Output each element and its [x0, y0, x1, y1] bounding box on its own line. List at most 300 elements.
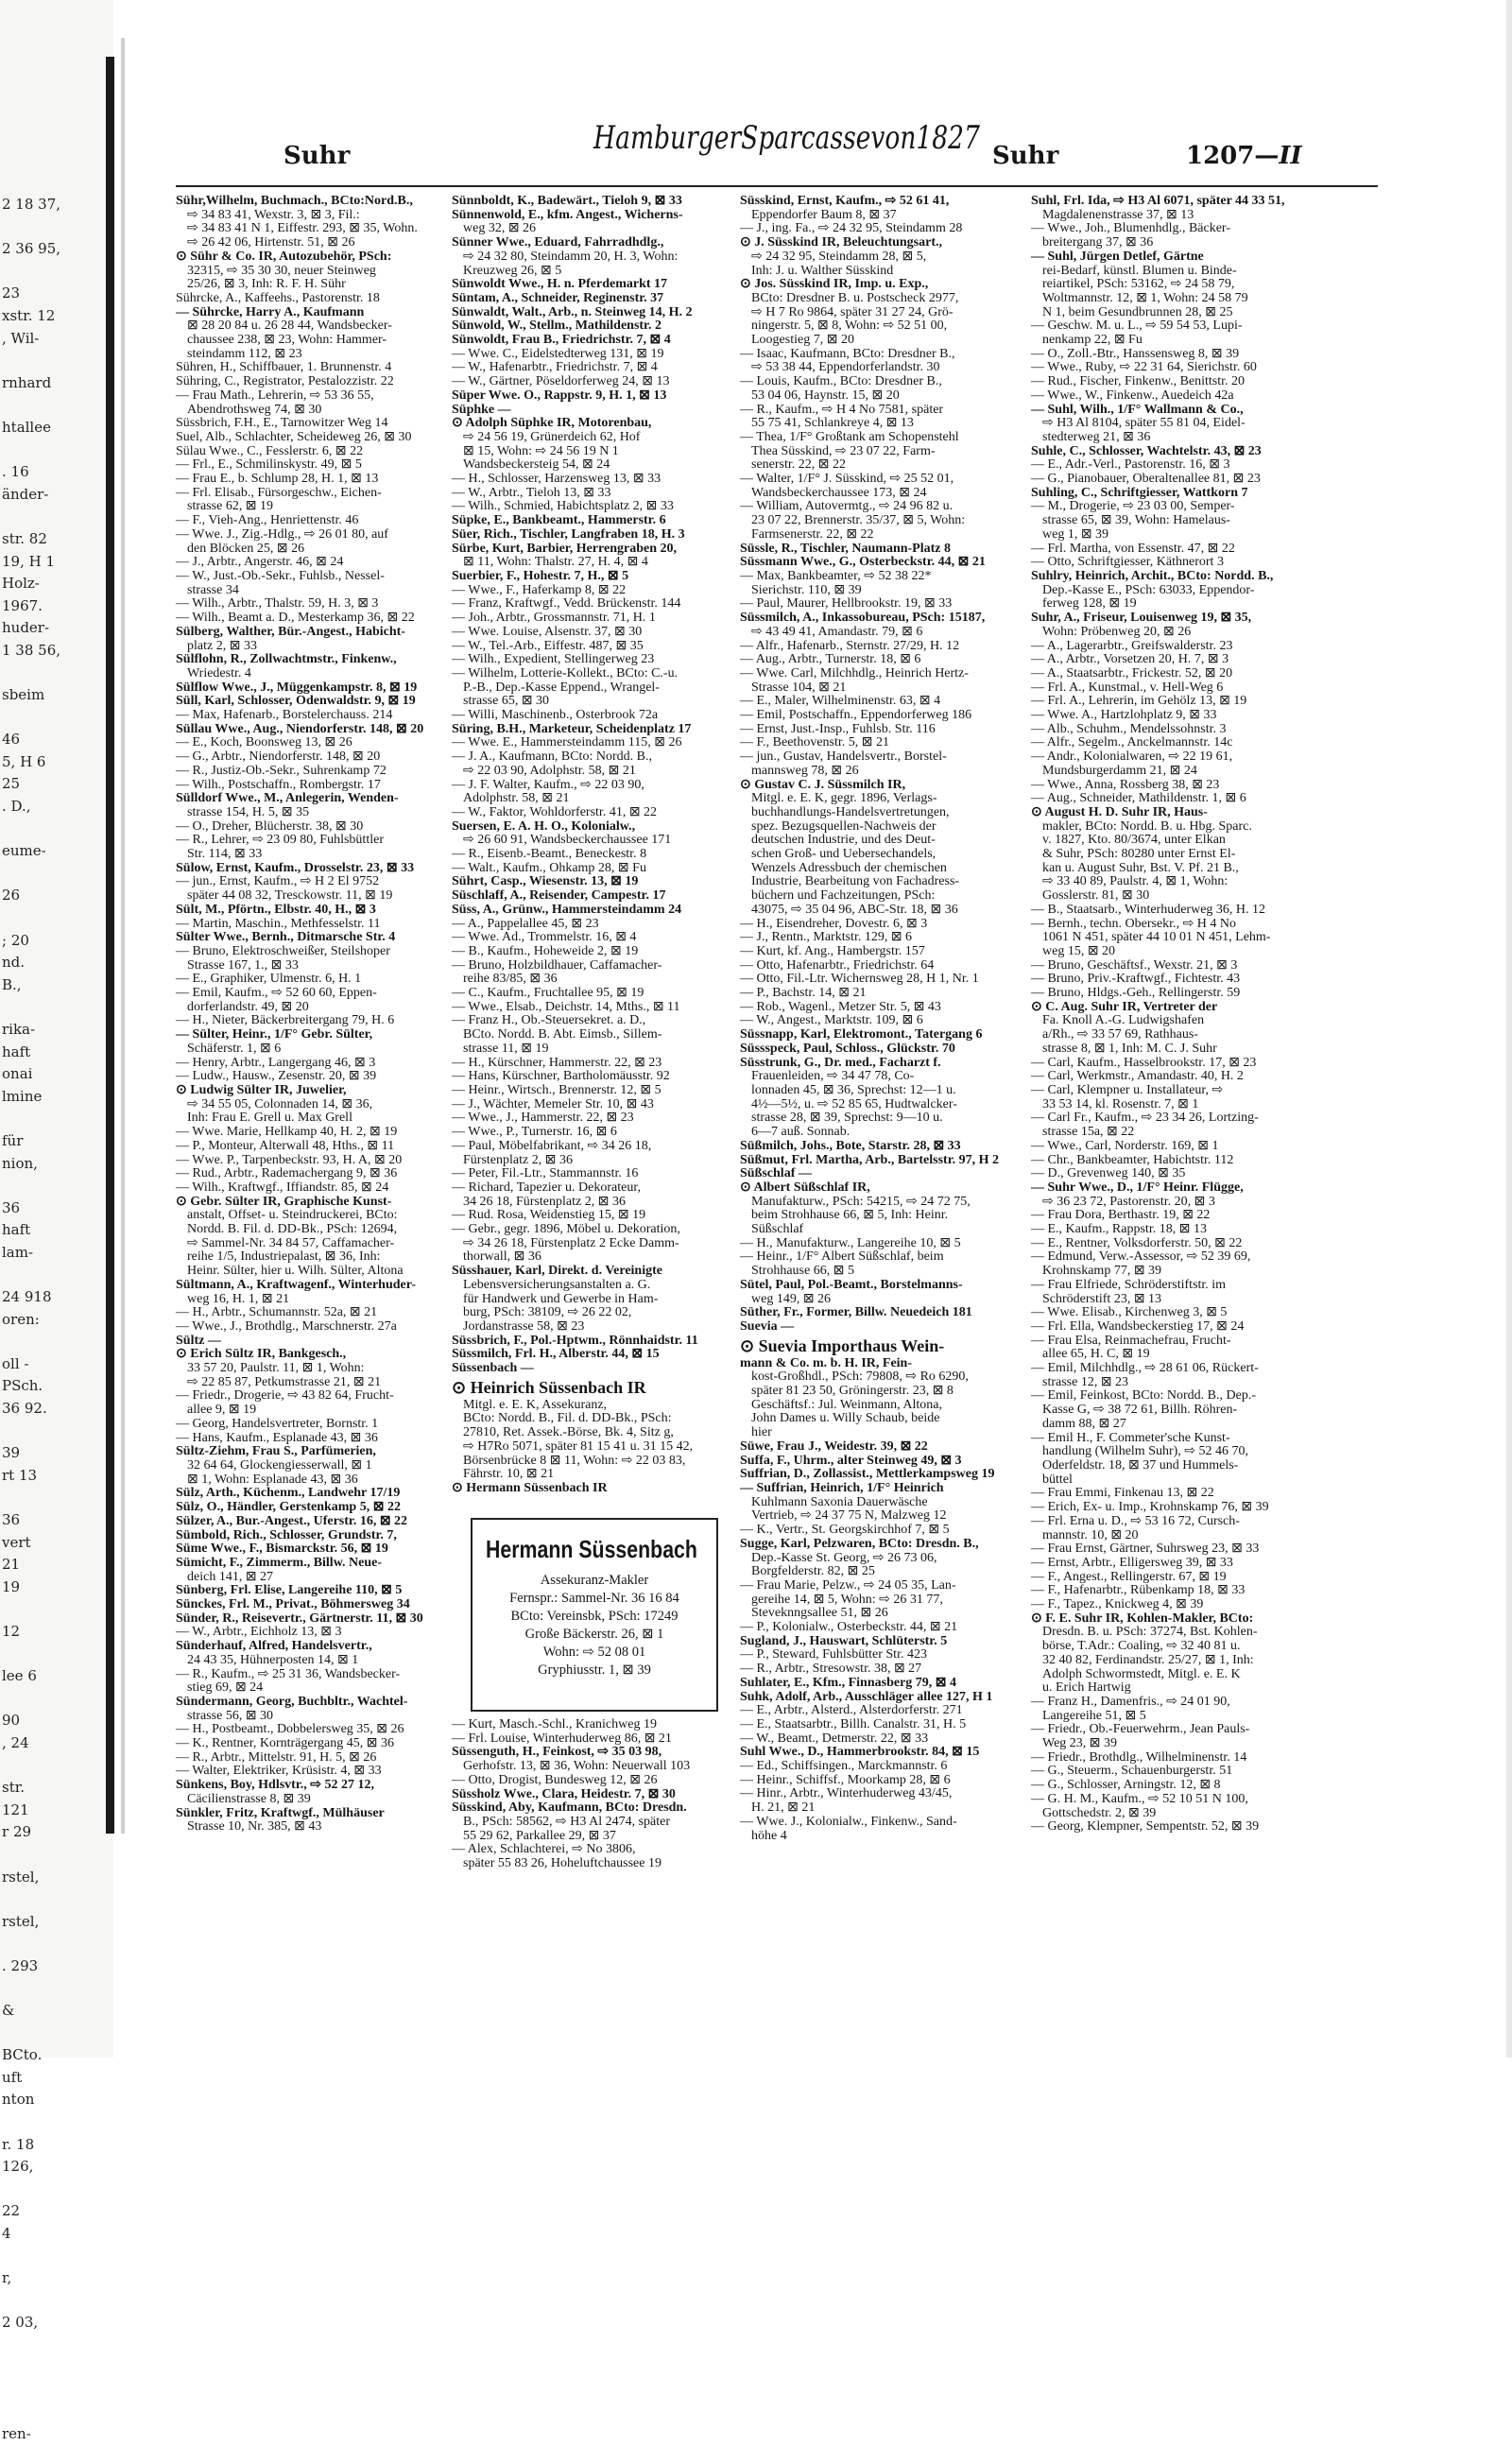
directory-entry: — J. A., Kaufmann, BCto: Nordd. B.,: [452, 749, 652, 765]
directory-entry: Süwe, Frau J., Weidestr. 39, ⊠ 22: [740, 1438, 928, 1454]
directory-entry: ⊙ Gebr. Sülter IR, Graphische Kunst-: [176, 1194, 392, 1209]
directory-entry: Süssbrich, F., Pol.-Hptwm., Rönnhaidstr. 11: [452, 1333, 698, 1348]
directory-entry: — R., Kaufm., ⇨ 25 31 36, Wandsbecker-: [176, 1666, 401, 1681]
adjacent-page-text: 2 18 37, 2 36 95, 23 xstr. 12 , Wil- rnhard htallee . 16 änder- str. 82 19, H 1 Holz- 1967. huder- 1 38 56, sbeim 46 5, H 6 25 . D., eume- 26 ; 20 nd. B., rika- haft onai lmine für nion, 36 haft lam- 24 918 oren: oll - PSch. 36 92. 39 rt 13 36 vert 21 19 12 lee 6 90 , 24 str. 121 r 29 rstel, rstel, . 293 & BCto. uft nton r. 18 126, 22 4 r, 2 03, ren-: [2, 196, 61, 2443]
directory-entry: — E., Graphiker, Ulmenstr. 6, H. 1: [176, 972, 362, 987]
directory-entry: Sünkens, Boy, Hdlsvtr., ⇨ 52 27 12,: [176, 1778, 374, 1793]
directory-entry: Schäferstr. 1, ⊠ 6: [187, 1041, 282, 1056]
directory-entry: — Frl. Martha, von Essenstr. 47, ⊠ 22: [1031, 541, 1235, 556]
directory-entry: — Frl. A., Lehrerin, im Gehölz 13, ⊠ 19: [1031, 694, 1247, 709]
directory-entry: — P., Bachstr. 14, ⊠ 21: [740, 986, 867, 1001]
directory-entry: — Walter, 1/F° J. Süsskind, ⇨ 25 52 01,: [740, 472, 954, 487]
directory-entry: Sühr,Wilhelm, Buchmach., BCto:Nord.B.,: [176, 194, 413, 208]
directory-entry: Sültz —: [176, 1333, 221, 1348]
directory-entry: später 44 08 32, Tresckowstr. 11, ⊠ 19: [187, 888, 393, 904]
directory-entry: Kasse G, ⇨ 38 72 61, Billh. Röhren-: [1042, 1403, 1238, 1418]
directory-entry: BCto: Dresdner B. u. Postscheck 2977,: [751, 290, 959, 305]
directory-entry: — E., Maler, Wilhelminenstr. 63, ⊠ 4: [740, 694, 941, 709]
directory-entry: — Frl. Elisab., Fürsorgeschw., Eichen-: [176, 485, 382, 500]
column-3: [740, 194, 1000, 1843]
directory-entry: — J. F. Walter, Kaufm., ⇨ 22 03 90,: [452, 777, 644, 792]
directory-entry: strasse 34: [187, 582, 239, 597]
directory-entry: deich 141, ⊠ 27: [187, 1569, 274, 1584]
directory-entry: höhe 4: [751, 1828, 787, 1843]
directory-entry: — Otto, Schriftgiesser, Käthnerort 3: [1031, 555, 1224, 570]
directory-entry: — R., Arbtr., Mittelstr. 91, H. 5, ⊠ 26: [176, 1749, 377, 1765]
directory-entry: reiartikel, PSch: 53162, ⇨ 24 58 79,: [1042, 277, 1235, 292]
directory-entry: Weg 23, ⊠ 39: [1042, 1736, 1118, 1751]
directory-entry: — Heinr., Wirtsch., Brennerstr. 12, ⊠ 5: [452, 1083, 662, 1097]
directory-entry: beim Strohhause 66, ⊠ 5, Inh: Heinr.: [751, 1208, 949, 1223]
directory-entry: Wenzels Adressbuch der chemischen: [751, 860, 947, 875]
directory-entry: Sülflohn, R., Zollwachtmstr., Finkenw.,: [176, 652, 397, 667]
directory-entry: — Alb., Schuhm., Mendelssohnstr. 3: [1031, 721, 1227, 736]
directory-entry: — B., Staatsarb., Winterhuderweg 36, H. 12: [1031, 902, 1266, 917]
directory-entry: — Wwe., Ruby, ⇨ 22 31 64, Sierichstr. 60: [1031, 360, 1257, 375]
directory-entry: Suhling, C., Schriftgiesser, Wattkorn 7: [1031, 485, 1248, 500]
directory-entry: — Wwe. E., Hammersteindamm 115, ⊠ 26: [452, 735, 682, 750]
directory-entry: Süsstrunk, G., Dr. med., Facharzt f.: [740, 1055, 941, 1070]
directory-entry: — J., Rentn., Marktstr. 129, ⊠ 6: [740, 930, 913, 945]
directory-entry: — Richard, Tapezier u. Dekorateur,: [452, 1180, 641, 1195]
directory-entry: 34 26 18, Fürstenplatz 2, ⊠ 36: [463, 1194, 626, 1209]
directory-entry: Süntam, A., Schneider, Reginenstr. 37: [452, 290, 664, 305]
directory-entry: ⇨ Sammel-Nr. 34 84 57, Caffamacher-: [187, 1235, 395, 1250]
directory-entry: Gerhofstr. 13, ⊠ 36, Wohn: Neuerwall 103: [463, 1759, 691, 1774]
directory-entry: — Rud., Arbtr., Rademachergang 9, ⊠ 36: [176, 1166, 398, 1181]
directory-entry: — K., Rentner, Kornträgergang 45, ⊠ 36: [176, 1736, 394, 1751]
directory-entry: — Max, Bankbeamter, ⇨ 52 38 22*: [740, 568, 932, 583]
directory-entry: Suffa, F., Uhrm., alter Steinweg 49, ⊠ 3: [740, 1453, 962, 1468]
directory-entry: Sünnboldt, K., Badewärt., Tieloh 9, ⊠ 33: [452, 194, 682, 208]
directory-entry: ⊙ Adolph Süphke IR, Motorenbau,: [452, 416, 652, 431]
directory-entry: Sührt, Casp., Wiesenstr. 13, ⊠ 19: [452, 874, 639, 889]
directory-entry: anstalt, Offset- u. Steindruckerei, BCto:: [187, 1208, 398, 1223]
directory-entry: 1061 N 451, später 44 10 01 N 451, Lehm-: [1042, 930, 1271, 945]
directory-entry: Börsenbrücke 8 ⊠ 11, Wohn: ⇨ 22 03 83,: [463, 1453, 686, 1468]
directory-entry: — Carl, Klempner u. Installateur, ⇨: [1031, 1083, 1224, 1097]
directory-entry: — Aug., Schneider, Mathildenstr. 1, ⊠ 6: [1031, 791, 1246, 806]
directory-entry: den Blöcken 25, ⊠ 26: [187, 541, 305, 556]
directory-entry: Lebensversicherungsanstalten a. G.: [463, 1277, 651, 1292]
directory-entry: Magdalenenstrasse 37, ⊠ 13: [1042, 207, 1194, 222]
directory-entry: — Rud., Fischer, Finkenw., Benittstr. 20: [1031, 374, 1246, 389]
directory-entry: Sündermann, Georg, Buchbltr., Wachtel-: [176, 1694, 408, 1709]
directory-entry: Steveknngsallee 51, ⊠ 26: [751, 1606, 888, 1621]
directory-entry: Süssspeck, Paul, Schloss., Glückstr. 70: [740, 1041, 955, 1056]
directory-entry: ⊙ Heinrich Süssenbach IR: [452, 1377, 646, 1397]
directory-entry: — Wwe. Louise, Alsenstr. 37, ⊠ 30: [452, 624, 643, 639]
directory-entry: — F., Hafenarbtr., Rübenkamp 18, ⊠ 33: [1031, 1583, 1246, 1598]
directory-entry: Mitgl. e. E. K, Assekuranz,: [463, 1397, 608, 1412]
directory-entry: — Friedr., Ob.-Feuerwehrm., Jean Pauls-: [1031, 1722, 1250, 1737]
directory-entry: Borgfelderstr. 82, ⊠ 25: [751, 1564, 875, 1579]
directory-entry: — Wwe. Carl, Milchhdlg., Heinrich Hertz-: [740, 665, 969, 680]
directory-entry: Süsskind, Ernst, Kaufm., ⇨ 52 61 41,: [740, 194, 950, 208]
directory-entry: Süschlaff, A., Reisender, Campestr. 17: [452, 888, 666, 904]
directory-entry: — Wwe. Ad., Trommelstr. 16, ⊠ 4: [452, 930, 637, 945]
directory-entry: — Erich, Ex- u. Imp., Krohnskamp 76, ⊠ 39: [1031, 1500, 1269, 1515]
directory-entry: weg 15, ⊠ 20: [1042, 943, 1116, 958]
directory-entry: hier: [751, 1425, 772, 1440]
directory-entry: — W., Gärtner, Pöseldorferweg 24, ⊠ 13: [452, 374, 670, 389]
directory-entry: — H., Schlosser, Harzensweg 13, ⊠ 33: [452, 472, 662, 487]
ad-subtitle: Assekuranz-Makler: [540, 1573, 649, 1588]
directory-entry: Suersen, E. A. H. O., Kolonialw.,: [452, 818, 636, 834]
directory-entry: nenkamp 22, ⊠ Fu: [1042, 333, 1143, 348]
directory-entry: allee 65, H. C, ⊠ 19: [1042, 1347, 1150, 1362]
directory-entry: & Suhr, PSch: 80280 unter Ernst El-: [1042, 847, 1236, 862]
directory-entry: — Henry, Arbtr., Langergang 46, ⊠ 3: [176, 1055, 376, 1070]
directory-entry: Sülz, Arth., Küchenm., Landwehr 17/19: [176, 1486, 401, 1501]
column-4: [1031, 194, 1285, 1834]
directory-entry: — H., Eisendreher, Dovestr. 6, ⊠ 3: [740, 916, 928, 931]
directory-entry: ⇨ H7Ro 5071, später 81 15 41 u. 31 15 42,: [463, 1438, 694, 1454]
directory-entry: Sünwoldt Wwe., H. n. Pferdemarkt 17: [452, 277, 668, 292]
directory-entry: — J., ing. Fa., ⇨ 24 32 95, Steindamm 28: [740, 221, 963, 236]
directory-entry: Oderfeldstr. 18, ⊠ 37 und Hummels-: [1042, 1457, 1239, 1473]
directory-entry: Adolph Schwormstedt, Mitgl. e. E. K: [1042, 1666, 1241, 1681]
directory-entry: 25/26, ⊠ 3, Inh: R. F. H. Sühr: [187, 277, 346, 292]
directory-entry: — W., Tel.-Arb., Eiffestr. 487, ⊠ 35: [452, 638, 644, 653]
directory-entry: Geschäftsf.: Jul. Weinmann, Altona,: [751, 1397, 942, 1412]
page-number-main: 1207—: [1186, 142, 1280, 170]
directory-entry: chaussee 238, ⊠ 23, Wohn: Hammer-: [187, 333, 387, 348]
directory-entry: Suel, Alb., Schlachter, Scheideweg 26, ⊠ 30: [176, 429, 412, 444]
directory-entry: — Rud. Rosa, Weidenstieg 15, ⊠ 19: [452, 1208, 646, 1223]
directory-entry: — R., Lehrer, ⇨ 23 09 80, Fuhlsbüttler: [176, 833, 384, 848]
directory-entry: u. Erich Hartwig: [1042, 1680, 1131, 1696]
directory-entry: — Max, Hafenarb., Borstelerchauss. 214: [176, 708, 393, 723]
column-2-continued: [452, 1718, 697, 1871]
directory-entry: B., PSch: 58562, ⇨ H3 Al 2474, später: [463, 1814, 671, 1829]
directory-entry: Wandsbeckersteig 54, ⊠ 24: [463, 457, 610, 473]
directory-entry: H. 21, ⊠ 21: [751, 1800, 816, 1816]
directory-entry: — Frl. Louise, Winterhuderweg 86, ⊠ 21: [452, 1731, 672, 1746]
directory-entry: a/Rh., ⇨ 33 57 69, Rathhaus-: [1042, 1027, 1198, 1042]
directory-entry: ⇨ 22 03 90, Adolphstr. 58, ⊠ 21: [463, 763, 636, 778]
directory-entry: 32 64 64, Glockengiesserwall, ⊠ 1: [187, 1457, 372, 1473]
directory-entry: — R., Justiz-Ob.-Sekr., Suhrenkamp 72: [176, 763, 387, 778]
directory-entry: allee 9, ⊠ 19: [187, 1403, 257, 1418]
directory-entry: — Aug., Arbtr., Turnerstr. 18, ⊠ 6: [740, 652, 921, 667]
directory-entry: — R., Kaufm., ⇨ H 4 No 7581, später: [740, 402, 944, 417]
directory-entry: Süssmilch, A., Inkassobureau, PSch: 15187,: [740, 611, 986, 626]
directory-entry: 27810, Ret. Assek.-Börse, Bk. 4, Sitz g,: [463, 1425, 674, 1440]
directory-entry: — E., Arbtr., Alsterd., Alsterdorferstr. 271: [740, 1703, 963, 1718]
directory-entry: — W., Arbtr., Tieloh 13, ⊠ 33: [452, 485, 611, 500]
directory-entry: ⇨ 33 40 89, Paulstr. 4, ⊠ 1, Wohn:: [1042, 874, 1228, 889]
directory-entry: Sünderhauf, Alfred, Handelsvertr.,: [176, 1639, 372, 1654]
directory-entry: — W., Hafenarbtr., Friedrichstr. 7, ⊠ 4: [452, 360, 658, 375]
directory-entry: Mitgl. e. E. K, gegr. 1896, Verlags-: [751, 791, 937, 806]
directory-entry: — Wwe., Elsab., Deichstr. 14, Mths., ⊠ 11: [452, 999, 680, 1014]
directory-entry: P.-B., Dep.-Kasse Eppend., Wrangel-: [463, 680, 660, 695]
directory-entry: ⇨ 34 26 18, Fürstenplatz 2 Ecke Damm-: [463, 1235, 679, 1250]
directory-entry: Fährstr. 10, ⊠ 21: [463, 1467, 555, 1482]
directory-entry: ⊙ August H. D. Suhr IR, Haus-: [1031, 804, 1208, 819]
directory-entry: — Georg, Handelsvertreter, Bornstr. 1: [176, 1416, 379, 1431]
directory-entry: — Bruno, Hldgs.-Geh., Rellingerstr. 59: [1031, 986, 1241, 1001]
directory-entry: — G. H. M., Kaufm., ⇨ 52 10 51 N 100,: [1031, 1791, 1248, 1806]
ad-address: Große Bäckerstr. 26, ⊠ 1: [524, 1627, 664, 1642]
directory-entry: Suhlater, E., Kfm., Finnasberg 79, ⊠ 4: [740, 1675, 957, 1690]
directory-entry: — Paul, Möbelfabrikant, ⇨ 34 26 18,: [452, 1138, 652, 1153]
ad-bank: BCto: Vereinsbk, PSch: 17249: [510, 1609, 679, 1624]
column-2: [452, 195, 697, 1496]
directory-entry: Fürstenplatz 2, ⊠ 36: [463, 1152, 573, 1167]
directory-entry: — jun., Ernst, Kaufm., ⇨ H 2 El 9752: [176, 874, 380, 889]
directory-entry: — W., Faktor, Wohldorferstr. 41, ⊠ 22: [452, 804, 658, 819]
directory-entry: — Hans, Kaufm., Esplanade 43, ⊠ 36: [176, 1430, 378, 1445]
directory-entry: — Otto, Hafenarbtr., Friedrichstr. 64: [740, 957, 935, 973]
directory-entry: Strasse 10, Nr. 385, ⊠ 43: [187, 1819, 322, 1834]
directory-entry: Sünwaldt, Walt., Arb., n. Steinweg 14, H. 2: [452, 304, 693, 319]
directory-entry: Inh: J. u. Walther Süsskind: [751, 263, 894, 278]
ad-phone: Fernspr.: Sammel-Nr. 36 16 84: [509, 1591, 679, 1606]
directory-entry: mannstr. 10, ⊠ 20: [1042, 1527, 1139, 1542]
directory-entry: — Hinr., Arbtr., Winterhuderweg 43/45,: [740, 1786, 953, 1801]
directory-entry: Jordanstrasse 58, ⊠ 23: [463, 1318, 585, 1334]
directory-entry: Strasse 104, ⊠ 21: [751, 680, 847, 695]
page-number: [1186, 142, 1302, 170]
directory-entry: breitergang 37, ⊠ 36: [1042, 235, 1154, 250]
directory-entry: Mundsburgerdamm 21, ⊠ 24: [1042, 763, 1197, 778]
directory-entry: Süpke, E., Bankbeamt., Hammerstr. 6: [452, 513, 666, 528]
directory-entry: Heinr. Sülter, hier u. Wilh. Sülter, Altona: [187, 1264, 404, 1279]
directory-entry: 32315, ⇨ 35 30 30, neuer Steinweg: [187, 263, 376, 278]
directory-entry: — Wilh., Arbtr., Thalstr. 59, H. 3, ⊠ 3: [176, 596, 379, 612]
directory-entry: Industrie, Bearbeitung von Fachadress-: [751, 874, 960, 889]
directory-entry: — Suffrian, Heinrich, 1/F° Heinrich: [740, 1480, 944, 1495]
directory-entry: — Emil, Milchhdlg., ⇨ 28 61 06, Rückert-: [1031, 1361, 1259, 1376]
directory-entry: 32 40 82, Ferdinandstr. 25/27, ⊠ 1, Inh:: [1042, 1652, 1254, 1667]
directory-entry: — D., Grevenweg 140, ⊠ 35: [1031, 1166, 1186, 1181]
directory-entry: — Wwe. P., Tarpenbeckstr. 93, H. A, ⊠ 20: [176, 1152, 403, 1167]
directory-entry: Sülz, O., Händler, Gerstenkamp 5, ⊠ 22: [176, 1500, 401, 1515]
directory-entry: — Wilh., Schmied, Habichtsplatz 2, ⊠ 33: [452, 499, 674, 514]
directory-entry: John Dames u. Willy Schaub, beide: [751, 1411, 940, 1426]
directory-entry: — Wilh., Kraftwgf., Iffiandstr. 85, ⊠ 24: [176, 1180, 389, 1195]
directory-entry: — K., Vertr., St. Georgskirchhof 7, ⊠ 5: [740, 1523, 950, 1538]
directory-entry: Sünberg, Frl. Elise, Langereihe 110, ⊠ 5: [176, 1583, 403, 1598]
directory-entry: — Frl. A., Kunstmal., v. Hell-Weg 6: [1031, 680, 1224, 695]
book-gutter: [106, 57, 114, 1834]
directory-entry: — H., Postbeamt., Dobbelersweg 35, ⊠ 26: [176, 1722, 404, 1737]
directory-entry: Fa. Knoll A.-G. Ludwigshafen: [1042, 1013, 1205, 1028]
directory-entry: Süring, B.H., Marketeur, Scheidenplatz 17: [452, 721, 692, 736]
directory-entry: — jun., Gustav, Handelsvertr., Borstel-: [740, 749, 947, 765]
header-rule: [176, 185, 1378, 187]
directory-entry: — Emil, Feinkost, BCto: Nordd. B., Dep.-: [1031, 1388, 1256, 1404]
directory-entry: börse, T.Adr.: Coaling, ⇨ 32 40 81 u.: [1042, 1639, 1241, 1654]
directory-entry: strasse 62, ⊠ 19: [187, 499, 274, 514]
directory-entry: Süssholz Wwe., Clara, Heidestr. 7, ⊠ 30: [452, 1786, 676, 1801]
directory-entry: weg 1, ⊠ 39: [1042, 526, 1109, 542]
directory-entry: strasse 65, ⊠ 39, Wohn: Hamelaus-: [1042, 513, 1230, 528]
directory-entry: — Alfr., Hafenarb., Sternstr. 27/29, H. 12: [740, 638, 960, 653]
directory-entry: Sünner Wwe., Eduard, Fahrradhdlg.,: [452, 235, 664, 250]
directory-entry: ⊙ C. Aug. Suhr IR, Vertreter der: [1031, 999, 1218, 1014]
directory-entry: — Friedr., Drogerie, ⇨ 43 82 64, Frucht-: [176, 1388, 394, 1404]
directory-entry: — Frau E., b. Schlump 28, H. 1, ⊠ 13: [176, 472, 379, 487]
directory-entry: Schröderstift 23, ⊠ 13: [1042, 1291, 1162, 1306]
directory-entry: — M., Drogerie, ⇨ 23 03 00, Semper-: [1031, 499, 1235, 514]
directory-entry: Thea Süsskind, ⇨ 23 07 22, Farm-: [751, 443, 936, 458]
directory-entry: — E., Koch, Boonsweg 13, ⊠ 26: [176, 735, 352, 750]
advertisement-box: [471, 1518, 718, 1712]
directory-entry: Wandsbeckerchaussee 173, ⊠ 24: [751, 485, 927, 500]
directory-entry: — O., Dreher, Blücherstr. 38, ⊠ 30: [176, 818, 364, 834]
directory-entry: — Bruno, Elektroschweißer, Steilshoper: [176, 943, 390, 958]
directory-entry: — Wwe., Carl, Norderstr. 169, ⊠ 1: [1031, 1138, 1219, 1153]
directory-entry: mann & Co. m. b. H. IR, Fein-: [740, 1355, 913, 1370]
directory-entry: — Paul, Maurer, Hellbrookstr. 19, ⊠ 33: [740, 596, 953, 612]
directory-entry: spez. Bezugsquellen-Nachweis der: [751, 818, 936, 834]
directory-entry: — Hans, Kürschner, Bartholomäusstr. 92: [452, 1069, 670, 1084]
directory-entry: ⊙ J. Süsskind IR, Beleuchtungsart.,: [740, 235, 943, 250]
directory-entry: strasse 65, ⊠ 30: [463, 694, 550, 709]
directory-entry: 43075, ⇨ 35 04 96, ABC-Str. 18, ⊠ 36: [751, 902, 958, 917]
directory-entry: Sültz-Ziehm, Frau S., Parfümerien,: [176, 1444, 376, 1459]
directory-entry: — Otto, Drogist, Bundesweg 12, ⊠ 26: [452, 1772, 658, 1787]
directory-entry: — H., Manufakturw., Langereihe 10, ⊠ 5: [740, 1235, 961, 1250]
directory-entry: — Wwe., Anna, Rossberg 38, ⊠ 23: [1031, 777, 1220, 792]
directory-entry: Suhl, Frl. Ida, ⇨ H3 Al 6071, später 44 33 51,: [1031, 194, 1285, 208]
directory-entry: Süssmilch, Frl. H., Alberstr. 44, ⊠ 15: [452, 1347, 660, 1362]
directory-entry: Kuhlmann Saxonia Dauerwäsche: [751, 1494, 928, 1509]
directory-entry: ferweg 128, ⊠ 19: [1042, 596, 1137, 612]
directory-entry: strasse 28, ⊠ 39, Sprechst: 9—10 u.: [751, 1111, 943, 1126]
directory-entry: Sugge, Karl, Pelzwaren, BCto: Dresdn. B.,: [740, 1536, 979, 1551]
directory-entry: kan u. August Suhr, Bst. V. Pf. 21 B.,: [1042, 860, 1239, 875]
directory-entry: ⇨ 26 60 91, Wandsbeckerchaussee 171: [463, 833, 672, 848]
directory-entry: — Alex, Schlachterei, ⇨ No 3806,: [452, 1842, 636, 1857]
directory-entry: — W., Arbtr., Eichholz 13, ⊠ 3: [176, 1625, 342, 1640]
directory-entry: — Frl., E., Schmilinskystr. 49, ⊠ 5: [176, 457, 362, 473]
directory-entry: ⇨ 24 32 80, Steindamm 20, H. 3, Wohn:: [463, 249, 679, 264]
directory-entry: — Walter, Elektriker, Krüsistr. 4, ⊠ 33: [176, 1764, 382, 1779]
directory-entry: ⇨ H3 Al 8104, später 55 81 04, Eidel-: [1042, 416, 1246, 431]
directory-entry: — Heinr., 1/F° Albert Süßschlaf, beim: [740, 1249, 944, 1265]
directory-entry: Süssenbach —: [452, 1361, 534, 1376]
directory-entry: Kreuzweg 26, ⊠ 5: [463, 263, 562, 278]
directory-entry: — J., Wächter, Memeler Str. 10, ⊠ 43: [452, 1096, 654, 1111]
directory-entry: Gosslerstr. 81, ⊠ 30: [1042, 888, 1150, 904]
directory-entry: — Rob., Wagenl., Metzer Str. 5, ⊠ 43: [740, 999, 941, 1014]
directory-entry: — H., Kürschner, Hammerstr. 22, ⊠ 23: [452, 1055, 662, 1070]
directory-entry: stedterweg 21, ⊠ 36: [1042, 429, 1151, 444]
directory-entry: — Bruno, Holzbildhauer, Caffamacher-: [452, 957, 662, 973]
directory-entry: weg 149, ⊠ 26: [751, 1291, 832, 1306]
directory-entry: Sülflow Wwe., J., Müggenkampstr. 8, ⊠ 19: [176, 680, 418, 695]
directory-entry: — Bernh., techn. Obersekr., ⇨ H 4 No: [1031, 916, 1237, 931]
directory-entry: — R., Eisenb.-Beamt., Beneckestr. 8: [452, 847, 647, 862]
directory-entry: Cäcilienstrasse 8, ⊠ 39: [187, 1791, 311, 1806]
directory-entry: — Kurt, Masch.-Schl., Kranichweg 19: [452, 1717, 657, 1731]
directory-entry: strasse 11, ⊠ 19: [463, 1041, 549, 1056]
directory-entry: — C., Kaufm., Fruchtallee 95, ⊠ 19: [452, 986, 644, 1001]
directory-entry: damm 88, ⊠ 27: [1042, 1416, 1126, 1431]
directory-entry: kost-Großhdl., PSch: 79808, ⇨ Ro 6290,: [751, 1369, 969, 1385]
directory-entry: — Wwe., J., Hammerstr. 22, ⊠ 23: [452, 1111, 634, 1126]
directory-entry: — Martin, Maschin., Methfesselstr. 11: [176, 916, 381, 931]
directory-entry: Süper Wwe. O., Rappstr. 9, H. 1, ⊠ 13: [452, 388, 667, 403]
adjacent-page-spine: [0, 0, 113, 2443]
directory-entry: — A., Staatsarbtr., Frickestr. 52, ⊠ 20: [1031, 665, 1233, 680]
directory-entry: strasse 15a, ⊠ 22: [1042, 1125, 1135, 1140]
directory-entry: gereihe 14, ⊠ 5, Wohn: ⇨ 26 31 77,: [751, 1592, 943, 1607]
directory-entry: — Wilh., Beamt a. D., Mesterkamp 36, ⊠ 22: [176, 611, 415, 626]
directory-entry: lonnaden 45, ⊠ 36, Sprechst: 12—1 u.: [751, 1083, 956, 1097]
directory-entry: ⊙ Erich Sültz IR, Bankgesch.,: [176, 1347, 347, 1362]
directory-entry: — Georg, Klempner, Sempentstr. 52, ⊠ 39: [1031, 1819, 1260, 1834]
directory-entry: — Wwe. C., Eidelstedterweg 131, ⊠ 19: [452, 346, 664, 361]
directory-entry: — Chr., Bankbeamter, Habichtstr. 112: [1031, 1152, 1234, 1167]
directory-entry: makler, BCto: Nordd. B. u. Hbg. Sparc.: [1042, 818, 1252, 834]
directory-entry: Süssbrich, F.H., E., Tarnowitzer Weg 14: [176, 416, 388, 431]
directory-entry: Vertrieb, ⇨ 24 37 75 N, Malzweg 12: [751, 1508, 947, 1524]
directory-entry: Sült, M., Pförtn., Elbstr. 40, H., ⊠ 3: [176, 902, 376, 917]
directory-entry: handlung (Wilhelm Suhr), ⇨ 52 46 70,: [1042, 1444, 1249, 1459]
directory-entry: Dresdn. B. u. PSch: 37274, Bst. Kohlen-: [1042, 1625, 1258, 1640]
directory-entry: — Sülter, Heinr., 1/F° Gebr. Sülter,: [176, 1027, 373, 1042]
directory-entry: — G., Schlosser, Arningstr. 12, ⊠ 8: [1031, 1778, 1221, 1793]
directory-entry: Sültmann, A., Kraftwagenf., Winterhuder-: [176, 1277, 417, 1292]
directory-entry: — Frau Dora, Berthastr. 19, ⊠ 22: [1031, 1208, 1211, 1223]
directory-entry: Süßmut, Frl. Martha, Arb., Bartelsstr. 97, H 2: [740, 1152, 1000, 1167]
directory-entry: deutschen Industrie, und des Deut-: [751, 833, 936, 848]
directory-entry: — G., Pianobauer, Oberaltenallee 81, ⊠ 23: [1031, 472, 1261, 487]
directory-entry: — Frau Emmi, Finkenau 13, ⊠ 22: [1031, 1486, 1214, 1501]
directory-entry: — H., Arbtr., Schumannstr. 52a, ⊠ 21: [176, 1305, 378, 1320]
directory-entry: — E., Staatsarbtr., Billh. Canalstr. 31, H. 5: [740, 1716, 967, 1731]
directory-entry: — P., Kolonialw., Osterbeckstr. 44, ⊠ 21: [740, 1620, 958, 1635]
directory-entry: — Walt., Kaufm., Ohkamp 28, ⊠ Fu: [452, 860, 646, 875]
header-right-keyword: Suhr: [992, 142, 1059, 170]
directory-entry: — Emil H., F. Commeter'sche Kunst-: [1031, 1430, 1230, 1445]
directory-entry: 55 29 62, Parkallee 29, ⊠ 37: [463, 1828, 616, 1843]
directory-entry: 6—7 auß. Sonnab.: [751, 1125, 850, 1140]
ad-home: Wohn: ⇨ 52 08 01: [542, 1645, 646, 1660]
directory-entry: Sütel, Paul, Pol.-Beamt., Borstelmanns-: [740, 1277, 963, 1292]
ad-title: Hermann Süssenbach: [486, 1535, 697, 1563]
directory-entry: — F., Beethovenstr. 5, ⊠ 21: [740, 735, 889, 750]
directory-entry: — Suhl, Jürgen Detlef, Gärtne: [1031, 249, 1204, 264]
directory-entry: — Bruno, Priv.-Kraftwgf., Fichtestr. 43: [1031, 972, 1241, 987]
directory-entry: v. 1827, Kto. 80/3674, unter Elkan: [1042, 833, 1226, 848]
directory-entry: Suhlry, Heinrich, Archit., BCto: Nordd. B.,: [1031, 568, 1274, 583]
directory-entry: — Wilh., Postschaffn., Rombergstr. 17: [176, 777, 381, 792]
directory-entry: Sülberg, Walther, Bür.-Angest., Habicht-: [176, 624, 405, 639]
directory-entry: Krohnskamp 77, ⊠ 39: [1042, 1264, 1162, 1279]
directory-entry: Süssmann Wwe., G., Osterbeckstr. 44, ⊠ 21: [740, 555, 986, 570]
directory-entry: ⊙ F. E. Suhr IR, Kohlen-Makler, BCto:: [1031, 1611, 1254, 1626]
directory-entry: — Frau Elsa, Reinmachefrau, Frucht-: [1031, 1333, 1231, 1348]
directory-entry: — Peter, Fil.-Ltr., Stammannstr. 16: [452, 1166, 639, 1181]
directory-entry: Sünwold, W., Stellm., Mathildenstr. 2: [452, 319, 662, 334]
directory-entry: — Frl. Erna u. D., ⇨ 53 16 72, Cursch-: [1031, 1513, 1240, 1528]
directory-entry: — Ernst, Just.-Insp., Fuhlsb. Str. 116: [740, 721, 936, 736]
directory-entry: — Wwe., J., Brothdlg., Marschnerstr. 27a: [176, 1318, 397, 1334]
directory-entry: — Wilh., Expedient, Stellingerweg 23: [452, 652, 655, 667]
directory-entry: Sünnenwold, E., kfm. Angest., Wicherns-: [452, 207, 683, 222]
directory-entry: Süßschlaf —: [740, 1166, 812, 1181]
directory-entry: Süßmilch, Johs., Bote, Starstr. 28, ⊠ 33: [740, 1138, 961, 1153]
directory-entry: dorferlandstr. 49, ⊠ 20: [187, 999, 309, 1014]
directory-entry: Sülzer, A., Bur.-Angest., Uferstr. 16, ⊠ 22: [176, 1513, 408, 1528]
directory-entry: — W., Just.-Ob.-Sekr., Fuhlsb., Nessel-: [176, 568, 385, 583]
